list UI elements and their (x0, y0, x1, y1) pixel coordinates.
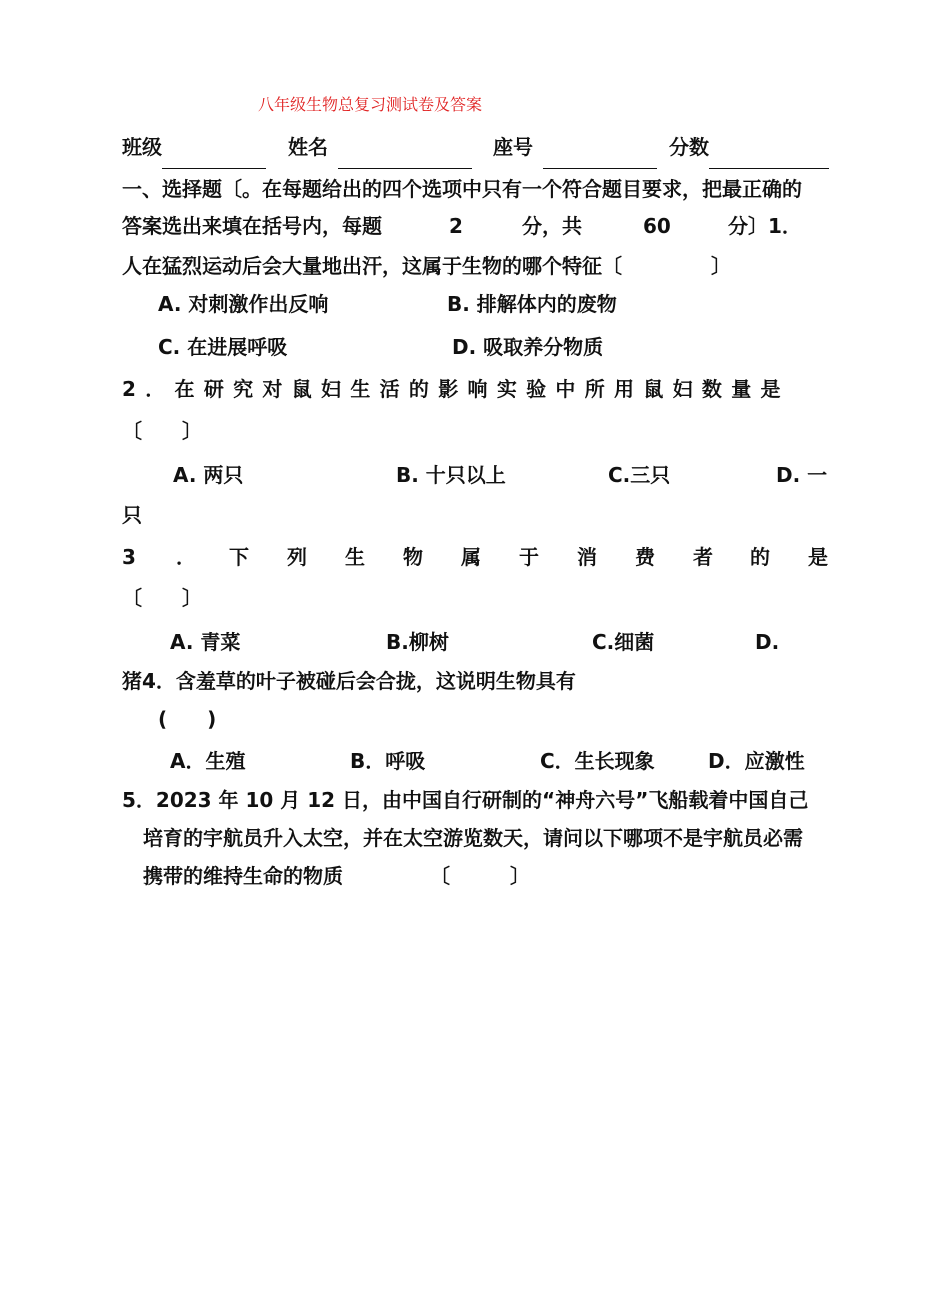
score-field[interactable] (709, 168, 829, 169)
q3-char: 3 (122, 545, 136, 569)
q3-char: 于 (519, 545, 539, 569)
points-per-question: 2 (449, 214, 463, 238)
q5-line2: 培育的宇航员升入太空，并在太空游览数天，请问以下哪项不是宇航员必需 (143, 826, 803, 850)
q1-option-d[interactable]: D. 吸取养分物质 (452, 335, 604, 359)
q3-option-d[interactable]: D. (755, 630, 780, 654)
class-field[interactable] (162, 168, 266, 169)
seat-label: 座号 (493, 135, 533, 159)
q4-option-d[interactable]: D．应激性 (708, 749, 805, 773)
q4-bracket[interactable]: ( ) (158, 707, 217, 731)
class-label: 班级 (122, 135, 162, 159)
q3-char: 消 (577, 545, 597, 569)
q2-option-d-cont: 只 (122, 503, 142, 527)
name-field[interactable] (338, 168, 472, 169)
q4-option-c[interactable]: C．生长现象 (540, 749, 655, 773)
q5-line3: 携带的维持生命的物质 (143, 864, 343, 888)
score-label: 分数 (669, 135, 709, 159)
q1-option-c[interactable]: C. 在进展呼吸 (158, 335, 288, 359)
q3-char: 生 (345, 545, 365, 569)
section-instruction-line2e: 分〕1． (728, 214, 802, 238)
q3-char: 列 (287, 545, 307, 569)
q2-option-c[interactable]: C.三只 (608, 463, 671, 487)
q4-option-b[interactable]: B．呼吸 (350, 749, 426, 773)
q1-text: 人在猛烈运动后会大量地出汗，这属于生物的哪个特征〔 (122, 254, 622, 278)
q3-char: 费 (635, 545, 655, 569)
q2-option-d[interactable]: D. 一 (776, 463, 828, 487)
q3-char: 是 (808, 545, 828, 569)
q3-option-a[interactable]: A. 青菜 (170, 630, 241, 654)
section-instruction-line2c: 分，共 (522, 214, 582, 238)
q1-bracket-close: 〕 (711, 254, 731, 278)
q3-option-c[interactable]: C.细菌 (592, 630, 655, 654)
q2-option-a[interactable]: A. 两只 (173, 463, 244, 487)
q2-bracket[interactable]: 〔 〕 (122, 419, 202, 443)
q3-char: 属 (461, 545, 481, 569)
q3-bracket[interactable]: 〔 〕 (122, 586, 202, 610)
q3-char: 下 (229, 545, 249, 569)
seat-field[interactable] (543, 168, 657, 169)
q2-text: 2．在研究对鼠妇生活的影响实验中所用鼠妇数量是 (122, 377, 790, 401)
q3-char: 者 (693, 545, 713, 569)
q3-char: ． (176, 545, 196, 569)
q3-char: 物 (403, 545, 423, 569)
q4-option-a[interactable]: A．生殖 (170, 749, 246, 773)
document-title: 八年级生物总复习测试卷及答案 (258, 95, 483, 114)
q3-char: 的 (750, 545, 770, 569)
q3-option-b[interactable]: B.柳树 (386, 630, 449, 654)
q5-bracket[interactable]: 〔 〕 (430, 864, 530, 888)
name-label: 姓名 (288, 135, 328, 159)
q2-option-b[interactable]: B. 十只以上 (396, 463, 506, 487)
section-instruction-line1: 一、选择题〔。在每题给出的四个选项中只有一个符合题目要求，把最正确的 (122, 177, 802, 201)
total-points: 60 (643, 214, 671, 238)
q1-option-a[interactable]: A. 对刺激作出反响 (158, 292, 329, 316)
q1-option-b[interactable]: B. 排解体内的废物 (447, 292, 617, 316)
section-instruction-line2a: 答案选出来填在括号内，每题 (122, 214, 382, 238)
q4-text: 猪4．含羞草的叶子被碰后会合拢，这说明生物具有 (122, 669, 576, 693)
q5-line1: 5．2023 年 10 月 12 日，由中国自行研制的“神舟六号”飞船载着中国自己 (122, 788, 809, 812)
